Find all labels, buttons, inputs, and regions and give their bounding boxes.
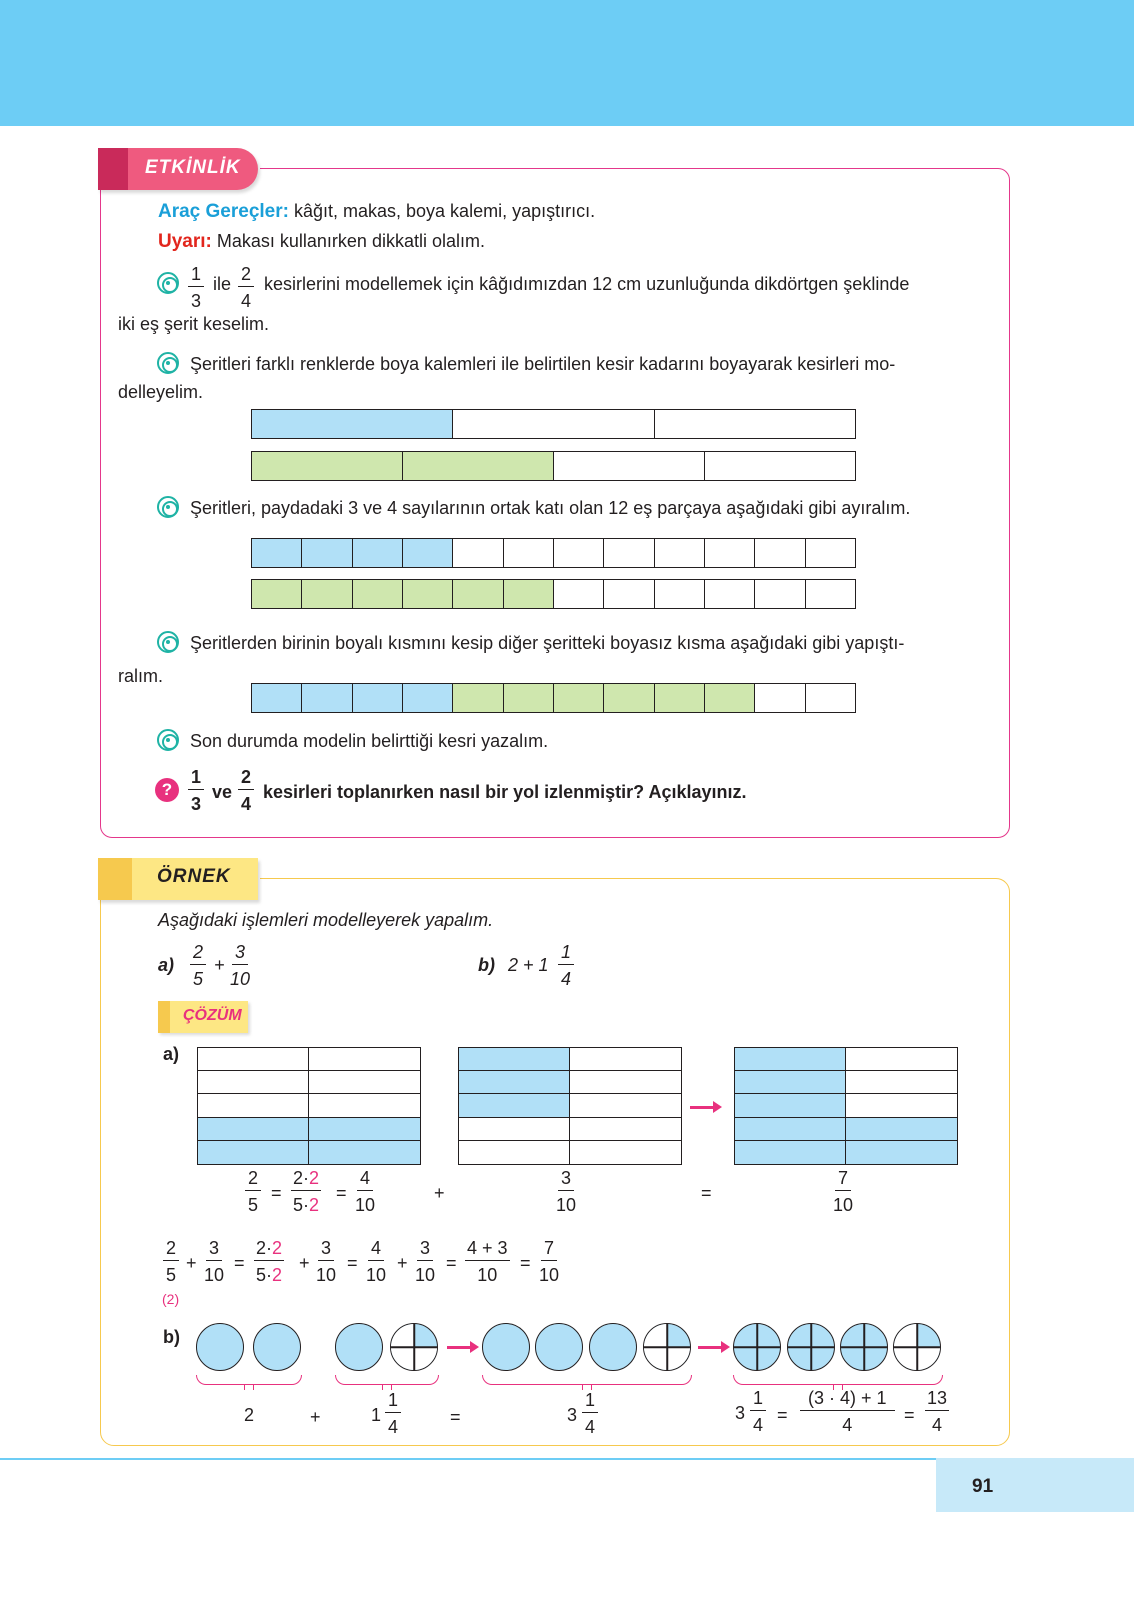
- brace: [335, 1375, 439, 1385]
- equals-sign: =: [347, 1253, 358, 1273]
- strip-twelve-blue: [251, 538, 856, 568]
- equals-sign: =: [336, 1183, 347, 1203]
- equals-sign: =: [446, 1253, 457, 1273]
- equals-sign: =: [520, 1253, 531, 1273]
- target-bullet-icon: [157, 631, 179, 653]
- tools-line: [158, 201, 595, 222]
- target-bullet-icon: [157, 496, 179, 518]
- example-b-expr: 2 + 1: [508, 955, 549, 975]
- equals-sign: =: [777, 1405, 788, 1425]
- solution-a-label: a): [163, 1044, 180, 1064]
- tools-label: Araç Gereçler:: [158, 201, 289, 222]
- page-number-box: [936, 1458, 1134, 1512]
- strip-combined: [251, 683, 856, 713]
- expand-factor: (2): [162, 1291, 180, 1307]
- grid-three-tenths: [458, 1047, 682, 1165]
- b-fraction-1-4: $\frac{1}{4}$: [385, 1390, 401, 1437]
- plus-sign: +: [299, 1253, 310, 1273]
- step4-text: Şeritlerden birinin boyalı kısmını kesip diğer şeritteki boyasız kısma aşağıdaki gibi yapıştı-: [190, 633, 905, 653]
- b-fraction-13-4: $\frac{13}{4}$: [927, 1388, 948, 1435]
- example-b-label: b): [478, 955, 495, 975]
- word-ve: ve: [212, 782, 233, 802]
- arrow-right-icon: [698, 1346, 724, 1349]
- example-a-fraction-1: $\frac{2}{5}$: [190, 942, 206, 989]
- plus-sign: +: [434, 1183, 445, 1203]
- eq2-fraction-3-10b: $\frac{3}{10}$: [316, 1238, 337, 1285]
- eq2-fraction-4-10: $\frac{4}{10}$: [366, 1238, 387, 1285]
- whole-circle: [589, 1323, 637, 1371]
- strip-one-third: [251, 409, 856, 439]
- whole-circle: [335, 1323, 383, 1371]
- eq2-fraction-7-10: $\frac{7}{10}$: [539, 1238, 560, 1285]
- eq2-fraction-3-10: $\frac{3}{10}$: [204, 1238, 225, 1285]
- b-fraction-1-4c: $\frac{1}{4}$: [750, 1388, 766, 1435]
- equals-sign: =: [450, 1407, 461, 1427]
- target-bullet-icon: [157, 352, 179, 374]
- quartered-circle: [787, 1323, 835, 1371]
- example-a-fraction-2: $\frac{3}{10}$: [230, 942, 251, 989]
- question-fraction-two-fourths: $\frac{2}{4}$: [238, 767, 254, 814]
- number-2: 2: [244, 1405, 255, 1425]
- plus-sign: +: [186, 1253, 197, 1273]
- equals-sign: =: [904, 1405, 915, 1425]
- eq2-fraction-sum: $\frac{4 + 3}{10}$: [467, 1238, 508, 1285]
- solution-b-label: b): [163, 1327, 180, 1347]
- target-bullet-icon: [157, 272, 179, 294]
- grid-two-fifths: [197, 1047, 421, 1165]
- step5-text: Son durumda modelin belirttiği kesri yazalım.: [190, 731, 549, 751]
- eq1-fraction-7-10: $\frac{7}{10}$: [833, 1168, 854, 1215]
- whole-circle: [253, 1323, 301, 1371]
- quartered-circle: [840, 1323, 888, 1371]
- plus-sign: +: [397, 1253, 408, 1273]
- step2-text: Şeritleri farklı renklerde boya kalemleri ile belirtilen kesir kadarını boyayarak kesirleri mo-: [190, 354, 896, 374]
- tools-text: kâğıt, makas, boya kalemi, yapıştırıcı.: [293, 201, 596, 221]
- grid-seven-tenths: [734, 1047, 958, 1165]
- eq2-fraction-3-10c: $\frac{3}{10}$: [415, 1238, 436, 1285]
- quarter-circle: [893, 1323, 941, 1371]
- number-3: 3: [735, 1403, 746, 1423]
- whole-circle: [482, 1323, 530, 1371]
- number-3: 3: [567, 1405, 578, 1425]
- strip-two-fourths: [251, 451, 856, 481]
- footer-line: [0, 1458, 936, 1460]
- whole-circle: [196, 1323, 244, 1371]
- arrow-right-icon: [690, 1106, 716, 1109]
- equals-sign: =: [701, 1183, 712, 1203]
- equals-sign: =: [234, 1253, 245, 1273]
- quartered-circle: [733, 1323, 781, 1371]
- equals-sign: =: [271, 1183, 282, 1203]
- arrow-right-icon: [447, 1346, 473, 1349]
- strip-twelve-green: [251, 579, 856, 609]
- number-1: 1: [371, 1405, 382, 1425]
- b-fraction-mixed-convert: $\frac{(3 \cdot 4) + 1}{4}$: [800, 1388, 895, 1435]
- eq1-fraction-expanded: $\frac{2\cdot 2}{5\cdot 2}$: [293, 1168, 320, 1215]
- brace: [196, 1375, 302, 1385]
- step1-continued: iki eş şerit keselim.: [118, 314, 270, 334]
- step1-text: kesirlerini modellemek için kâğıdımızdan 12 cm uzunluğunda dikdörtgen şeklinde: [264, 274, 910, 294]
- b-fraction-1-4b: $\frac{1}{4}$: [582, 1390, 598, 1437]
- eq2-fraction-expanded: $\frac{2\cdot 2}{5\cdot 2}$: [256, 1238, 283, 1285]
- fraction-one-third: $\frac{1}{3}$: [188, 264, 204, 311]
- example-instruction: Aşağıdaki işlemleri modelleyerek yapalım.: [158, 910, 494, 930]
- warning-text: Makası kullanırken dikkatli olalım.: [216, 231, 485, 251]
- question-icon: ?: [155, 778, 179, 802]
- eq1-fraction-2-5: $\frac{2}{5}$: [245, 1168, 261, 1215]
- warning-label: Uyarı:: [158, 231, 212, 252]
- warning-line: [158, 231, 485, 252]
- eq2-fraction-2-5: $\frac{2}{5}$: [163, 1238, 179, 1285]
- question-fraction-one-third: $\frac{1}{3}$: [188, 767, 204, 814]
- plus-sign: +: [214, 955, 225, 975]
- brace: [482, 1375, 692, 1385]
- whole-circle: [535, 1323, 583, 1371]
- word-ile: ile: [213, 274, 232, 294]
- example-title: ÖRNEK: [157, 866, 231, 887]
- eq1-fraction-4-10: $\frac{4}{10}$: [355, 1168, 376, 1215]
- step4-continued: ralım.: [118, 666, 163, 686]
- example-a-label: a): [158, 955, 175, 975]
- target-bullet-icon: [157, 729, 179, 751]
- quarter-circle: [390, 1323, 438, 1371]
- eq1-fraction-3-10: $\frac{3}{10}$: [556, 1168, 577, 1215]
- plus-sign: +: [310, 1407, 321, 1427]
- step3-text: Şeritleri, paydadaki 3 ve 4 sayılarının ortak katı olan 12 eş parçaya aşağıdaki gibi ayıralım.: [190, 498, 911, 518]
- solution-title: ÇÖZÜM: [183, 1007, 242, 1024]
- activity-title: ETKİNLİK: [145, 157, 241, 178]
- page-number: 91: [972, 1476, 994, 1497]
- example-b-fraction: $\frac{1}{4}$: [558, 942, 574, 989]
- step2-continued: delleyelim.: [118, 382, 204, 402]
- fraction-two-fourths: $\frac{2}{4}$: [238, 264, 254, 311]
- top-color-band: [0, 0, 1134, 126]
- brace: [733, 1375, 943, 1385]
- quarter-circle: [643, 1323, 691, 1371]
- question-text: kesirleri toplanırken nasıl bir yol izlenmiştir? Açıklayınız.: [263, 782, 747, 802]
